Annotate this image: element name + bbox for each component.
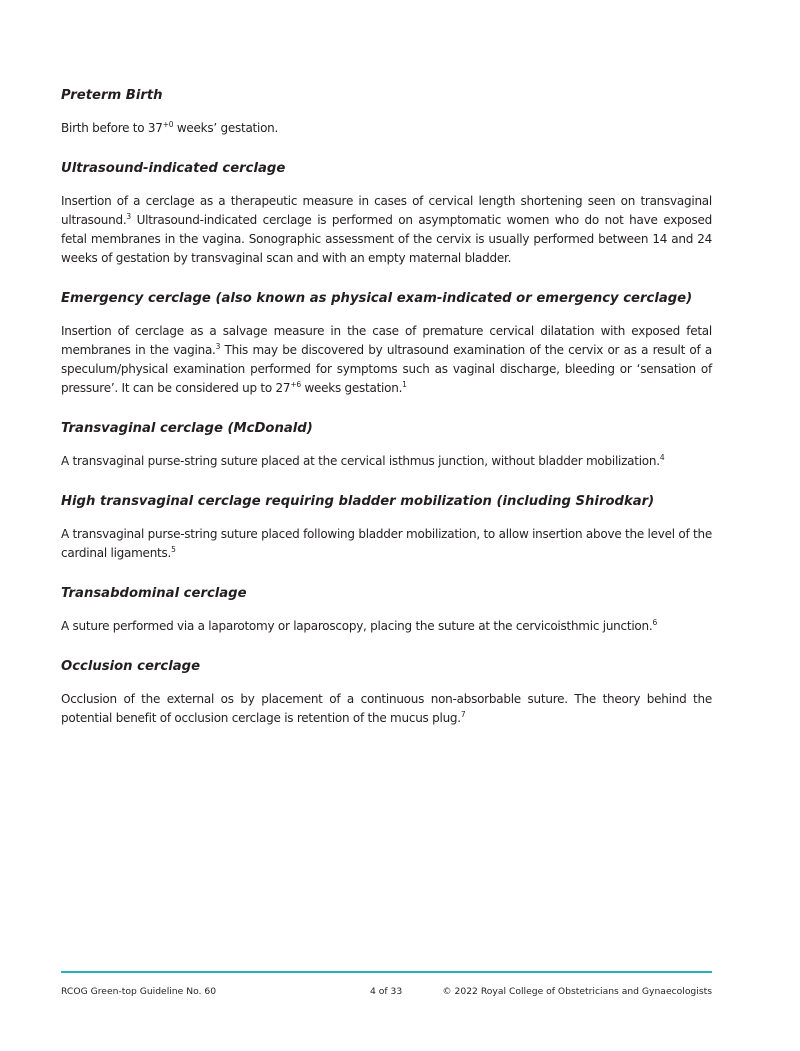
section-heading: Ultrasound-indicated cerclage xyxy=(61,161,286,176)
reference-superscript: 3 xyxy=(126,212,131,221)
body-text: A suture performed via a laparotomy or laparoscopy, placing the suture at the cervicoisthmic junction. xyxy=(61,619,653,633)
body-text: Insertion of a cerclage as a therapeutic measure in cases of cervical length shortening seen on transvaginal ultrasound. xyxy=(61,194,712,227)
reference-superscript: 5 xyxy=(171,545,176,554)
section-body xyxy=(61,192,712,268)
section-heading: Transvaginal cerclage (McDonald) xyxy=(61,421,313,436)
section-body xyxy=(61,452,712,471)
section-body xyxy=(61,322,712,398)
footer-copyright: © 2022 Royal College of Obstetricians and Gynaecologists xyxy=(442,986,712,997)
section-heading: Transabdominal cerclage xyxy=(61,586,247,601)
section-heading: High transvaginal cerclage requiring bladder mobilization (including Shirodkar) xyxy=(61,494,655,509)
reference-superscript: 4 xyxy=(659,453,665,462)
reference-superscript: 6 xyxy=(652,618,657,627)
reference-superscript: +0 xyxy=(162,120,174,129)
footer-guideline-title: RCOG Green-top Guideline No. 60 xyxy=(61,986,217,997)
section-body xyxy=(61,525,712,563)
body-text: Occlusion of the external os by placement of a continuous non-absorbable suture. The theory behind the potential benefit of occlusion cerclage is retention of the mucus plug. xyxy=(61,692,712,725)
section-heading: Occlusion cerclage xyxy=(61,659,201,674)
footer-page-number: 4 of 33 xyxy=(370,986,403,997)
section-body xyxy=(61,617,712,636)
reference-superscript: 1 xyxy=(402,380,407,389)
reference-superscript: +6 xyxy=(290,380,301,389)
page-content xyxy=(61,86,712,749)
body-text: Ultrasound-indicated cerclage is performed on asymptomatic women who do not have exposed fetal membranes in the vagina. Sonographic assessment of the cervix is usually performed between 14 and 24 weeks of gestation by transvaginal scan and with an empty maternal bladder. xyxy=(61,213,712,265)
body-text: weeks gestation. xyxy=(300,381,403,395)
page-footer xyxy=(61,985,712,999)
body-text: weeks’ gestation. xyxy=(173,121,279,135)
footer-divider xyxy=(61,971,712,973)
reference-superscript: 3 xyxy=(215,342,221,351)
body-text: Insertion of cerclage as a salvage measure in the case of premature cervical dilatation with exposed fetal membranes in the vagina. xyxy=(61,324,712,357)
body-text: This may be discovered by ultrasound examination of the cervix or as a result of a speculum/physical examination performed for symptoms such as vaginal discharge, bleeding or ‘sensation of pressure’. It can be considered up to 27 xyxy=(61,343,712,395)
reference-superscript: 7 xyxy=(460,710,466,719)
body-text: Birth before to 37 xyxy=(61,121,163,135)
body-text: A transvaginal purse-string suture placed at the cervical isthmus junction, without bladder mobilization. xyxy=(61,454,660,468)
section-body xyxy=(61,690,712,728)
section-heading: Preterm Birth xyxy=(61,88,163,103)
section-heading: Emergency cerclage (also known as physical exam-indicated or emergency cerclage) xyxy=(61,291,693,306)
body-text: A transvaginal purse-string suture placed following bladder mobilization, to allow insertion above the level of the cardinal ligaments. xyxy=(61,527,712,560)
section-body xyxy=(61,119,712,138)
